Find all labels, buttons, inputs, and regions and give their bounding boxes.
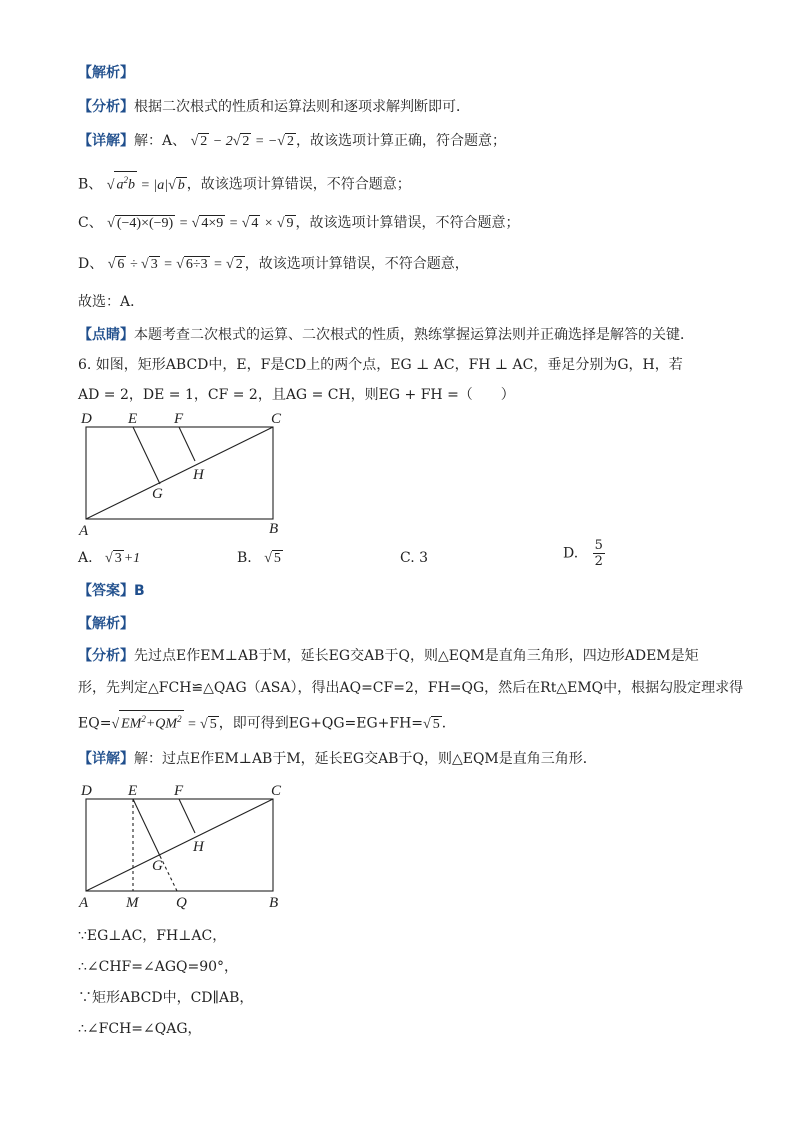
formula-eq: √ $EM^2+QM^2$ = √ 5 [111, 717, 218, 732]
line-d-tail: ，故该选项计算错误，不符合题意， [244, 256, 469, 272]
formula-sqrt5: √ 5 [423, 716, 440, 732]
label-a-2: A [79, 895, 89, 911]
line-b-prefix: B、 [78, 176, 103, 193]
line-c-prefix: C、 [78, 215, 103, 231]
label-fenxi-2: 【分析】 [78, 648, 134, 664]
segment-fh [179, 427, 195, 461]
step-2: ∴∠CHF=∠AGQ=90°， [78, 959, 239, 975]
formula-c: √ (−4)×(−9) = √ 4×9 = √ 4 × √ 9 [107, 216, 294, 231]
fenxi2-mid: ，即可得到EG+QG=EG+FH= [218, 715, 424, 732]
xiangjie2-line [78, 749, 597, 769]
segment-eg [133, 427, 160, 484]
answer-text: 【答案】B [78, 583, 145, 599]
label-h: H [193, 467, 204, 483]
option-b-value: √ 5 [264, 551, 281, 566]
detail-line-d [78, 254, 469, 275]
analysis-line [78, 97, 470, 117]
fenxi2-line-2: 形，先判定△FCH≌△QAG（ASA），得出AQ=CF=2，FH=QG，然后在Rt△EMQ中，根据勾股定理求得 [78, 680, 744, 696]
fenxi2-text-1: 先过点E作EM⊥AB于M，延长EG交AB于Q，则△EQM是直角三角形，四边形ADEM是矩 [134, 648, 699, 664]
option-b-label: B. [237, 550, 252, 566]
option-a[interactable] [78, 548, 140, 569]
option-c[interactable] [400, 548, 428, 568]
label-e: E [128, 411, 138, 427]
comment-line [78, 325, 694, 345]
fraction-denominator: 2 [594, 554, 603, 569]
diagonal-ac [86, 427, 273, 519]
segment-fh-2 [179, 799, 195, 833]
xiangjie2-text: 解：过点E作EM⊥AB于M，延长EG交AB于Q，则△EQM是直角三角形． [134, 751, 597, 767]
question-stem-line-1: 6. 如图，矩形ABCD中，E，F是CD上的两个点，EG ⊥ AC，FH ⊥ AC，垂足分别为G，H，若 [78, 357, 683, 373]
diagonal-ac-2 [86, 799, 273, 891]
label-f: F [174, 411, 184, 427]
option-a-value: √ 3 +1 [105, 551, 141, 566]
label-b: B [269, 521, 279, 537]
line-b-tail: ，故该选项计算错误，不符合题意； [186, 176, 411, 193]
line-a-tail: ，故该选项计算正确，符合题意； [295, 133, 506, 149]
label-h-2: H [193, 839, 204, 855]
label-f-2: F [174, 783, 184, 799]
label-dianjing: 【点睛】 [78, 327, 134, 343]
step-3: ∵矩形ABCD中，CD∥AB， [78, 990, 254, 1006]
choose-line: 故选：A． [78, 294, 145, 310]
label-xiangjie-2: 【详解】 [78, 751, 134, 767]
fenxi2-line-3: EQ=√ $EM^2+QM^2$ = √ 5 ，即可得到EG+QG=EG+FH=√ 5 ． [78, 710, 456, 735]
detail-line-b [78, 171, 411, 196]
step-1: ∵EG⊥AC，FH⊥AC， [78, 928, 227, 944]
option-a-label: A. [78, 550, 93, 566]
option-d-label: D. [563, 545, 579, 562]
detail-line-a [78, 131, 506, 152]
label-fenxi: 【分析】 [78, 99, 134, 115]
label-g: G [152, 486, 163, 502]
label-c-2: C [271, 783, 282, 799]
step-4: ∴∠FCH=∠QAG， [78, 1021, 202, 1037]
formula-b: √ $a^2b = |a|√$ b [107, 178, 187, 193]
label-c: C [271, 411, 282, 427]
section-heading-analysis-2: 【解析】 [78, 616, 134, 632]
segment-eg-2 [133, 799, 160, 856]
fenxi-text: 根据二次根式的性质和运算法则和逐项求解判断即可． [134, 99, 470, 115]
label-m: M [126, 895, 139, 911]
fenxi2-line-1 [78, 646, 699, 666]
line-d-prefix: D、 [78, 256, 104, 272]
option-d-fraction [593, 538, 605, 569]
label-g-2: G [152, 858, 163, 874]
question-stem-line-2: AD = 2，DE = 1，CF = 2，且AG = CH，则EG + FH =（ ） [78, 387, 515, 403]
xiangjie-prefix: 解：A、 [134, 133, 187, 149]
label-b-2: B [269, 895, 279, 911]
label-q: Q [176, 895, 187, 911]
label-d: D [81, 411, 92, 427]
answer-line [78, 581, 145, 601]
geometry-figure-2 [76, 780, 316, 915]
section-heading-analysis: 【解析】 [78, 65, 134, 81]
formula-a: √ 2 − 2√ 2 = −√ 2 [190, 134, 294, 149]
label-xiangjie: 【详解】 [78, 133, 134, 149]
geometry-figure-1 [76, 408, 316, 538]
option-b[interactable] [237, 548, 283, 569]
fraction-numerator: 5 [594, 538, 603, 553]
label-a: A [79, 523, 89, 538]
line-c-tail: ，故该选项计算错误，不符合题意； [295, 215, 520, 231]
option-c-label: C. 3 [400, 550, 429, 566]
dianjing-text: 本题考查二次根式的运算、二次根式的性质，熟练掌握运算法则并正确选择是解答的关键． [134, 327, 694, 343]
label-e-2: E [128, 783, 138, 799]
detail-line-c [78, 213, 520, 234]
fenxi2-eq-prefix: EQ= [78, 715, 112, 732]
label-d-2: D [81, 783, 92, 799]
formula-d: √ 6 ÷ √ 3 = √ 6÷3 = √ 2 [107, 257, 243, 272]
option-d[interactable] [563, 538, 605, 569]
